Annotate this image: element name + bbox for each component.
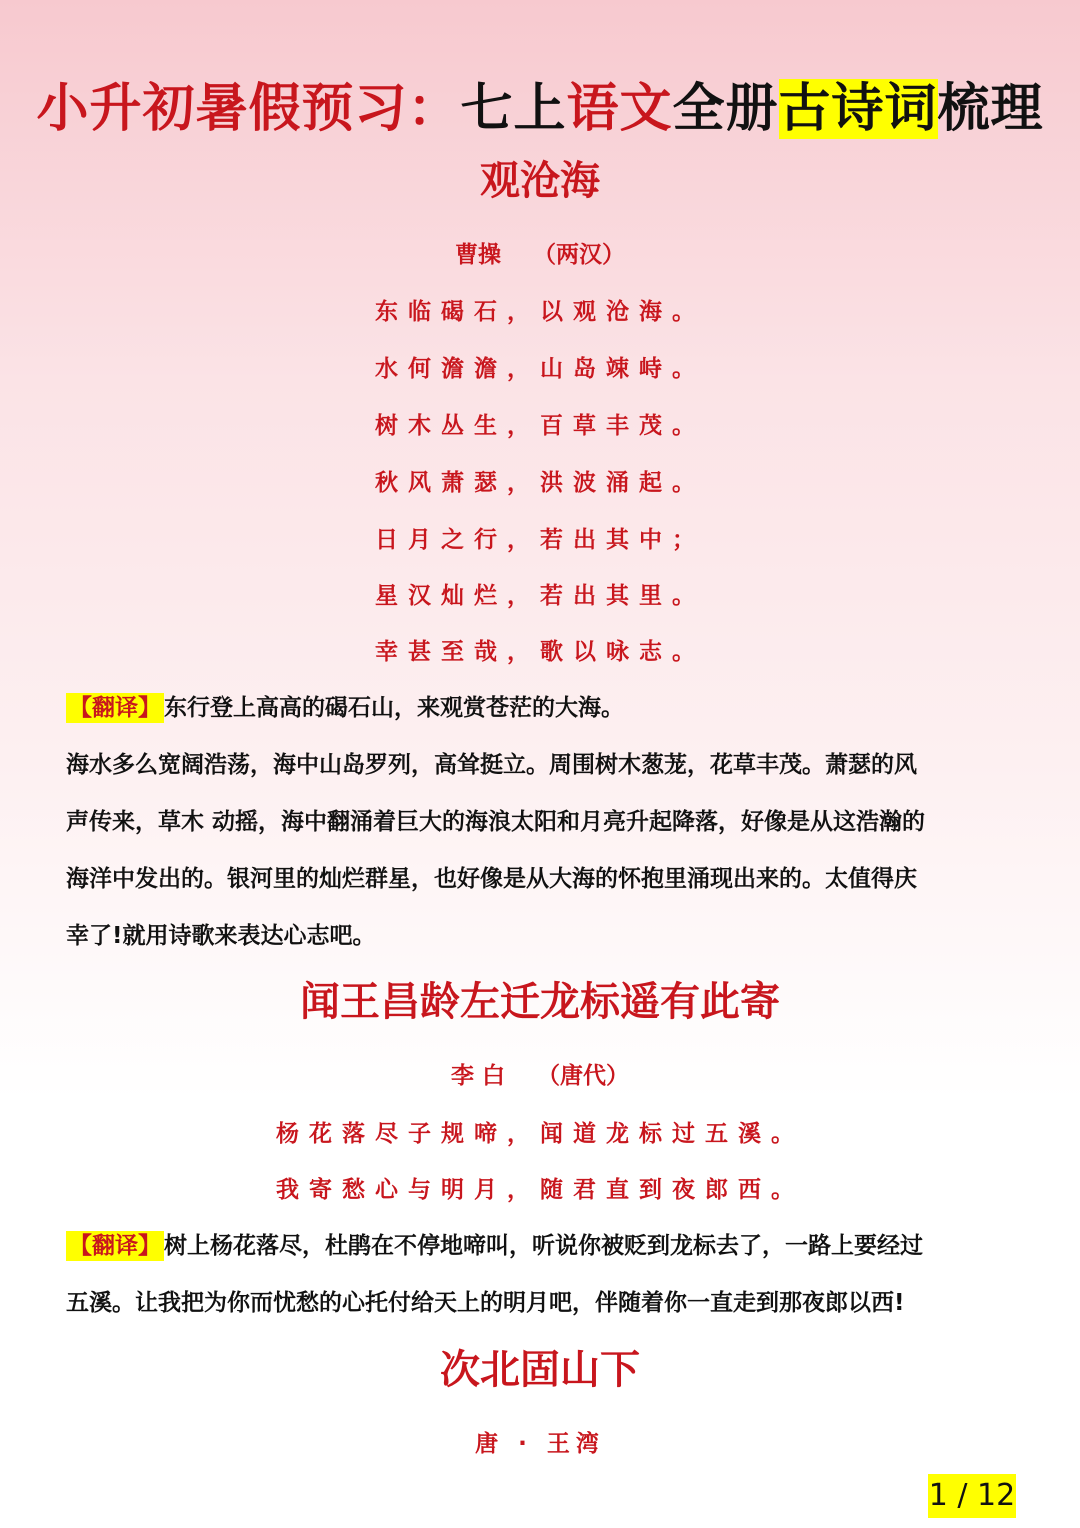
- translation-line: 声传来，草木 动摇，海中翻涌着巨大的海浪太阳和月亮升起降落，好像是从这浩瀚的: [66, 809, 926, 835]
- translation-paragraph: [66, 680, 1016, 965]
- poem-title: 闻王昌龄左迁龙标遥有此寄: [300, 978, 780, 1025]
- poem-line: 东临碣石，以观沧海。: [375, 299, 705, 325]
- poem-line: 星汉灿烂，若出其里。: [375, 583, 705, 609]
- page-number: 1 / 12: [928, 1474, 1016, 1518]
- page-title: 小升初暑假预习：七上语文全册古诗词梳理: [36, 79, 1044, 139]
- translation-line: 海水多么宽阔浩荡，海中山岛罗列，高耸挺立。周围树木葱茏，花草丰茂。萧瑟的风: [66, 752, 917, 778]
- translation-line: 幸了!就用诗歌来表达心志吧。: [66, 923, 376, 949]
- poem-title: 次北固山下: [440, 1346, 640, 1393]
- poem-author: 唐 · 王湾: [475, 1431, 605, 1457]
- poem-line: 日月之行，若出其中；: [375, 527, 705, 553]
- poem-line: 水何澹澹，山岛竦峙。: [375, 356, 705, 382]
- poem-line: 树木丛生，百草丰茂。: [375, 413, 705, 439]
- poem-line: 幸甚至哉，歌以咏志。: [375, 639, 705, 665]
- translation-paragraph: [66, 1218, 1016, 1332]
- translation-line: 海洋中发出的。银河里的灿烂群星，也好像是从大海的怀抱里涌现出来的。太值得庆: [66, 866, 917, 892]
- poem-title: 观沧海: [480, 157, 600, 204]
- poem-author: 李 白 （唐代）: [450, 1063, 630, 1089]
- translation-line: 五溪。让我把为你而忧愁的心托付给天上的明月吧，伴随着你一直走到那夜郎以西!: [66, 1290, 905, 1316]
- poem-author: 曹操 （两汉）: [454, 242, 626, 268]
- translation-line: 【翻译】 树上杨花落尽，杜鹃在不停地啼叫，听说你被贬到龙标去了，一路上要经过: [66, 1218, 1016, 1275]
- poem-line: 秋风萧瑟，洪波涌起。: [375, 470, 705, 496]
- translation-tag: 【翻译】: [66, 693, 164, 723]
- translation-line: 【翻译】 东行登上高高的碣石山，来观赏苍茫的大海。: [66, 680, 1016, 737]
- poem-line: 杨花落尽子规啼，闻道龙标过五溪。: [276, 1121, 804, 1147]
- translation-tag: 【翻译】: [66, 1231, 164, 1261]
- poem-line: 我寄愁心与明月，随君直到夜郎西。: [276, 1177, 804, 1203]
